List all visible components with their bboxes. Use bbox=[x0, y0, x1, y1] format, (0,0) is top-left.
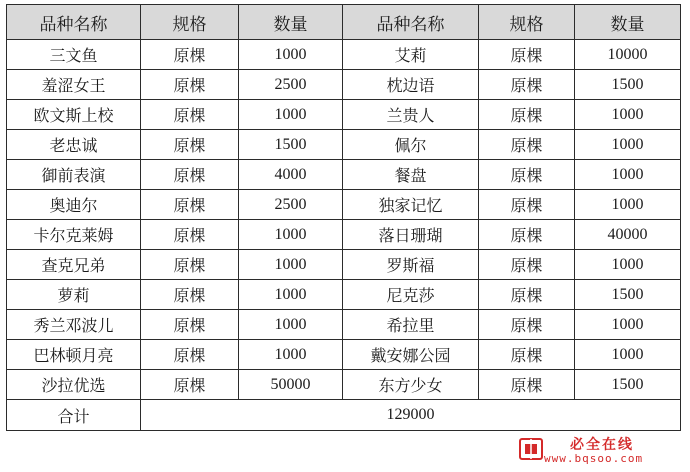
table-row bbox=[7, 340, 681, 370]
variety-name-cell: 卡尔克莱姆 bbox=[7, 220, 141, 250]
header-row bbox=[7, 5, 681, 40]
variety-name-cell: 东方少女 bbox=[343, 370, 479, 400]
spec-cell: 原棵 bbox=[479, 70, 575, 100]
quantity-cell: 1000 bbox=[239, 40, 343, 70]
quantity-cell: 1000 bbox=[575, 190, 681, 220]
quantity-cell: 1000 bbox=[239, 100, 343, 130]
total-value: 129000 bbox=[141, 400, 681, 431]
variety-name-cell: 秀兰邓波儿 bbox=[7, 310, 141, 340]
spec-cell: 原棵 bbox=[141, 340, 239, 370]
variety-name-cell: 枕边语 bbox=[343, 70, 479, 100]
quantity-cell: 1000 bbox=[575, 340, 681, 370]
quantity-cell: 1000 bbox=[239, 280, 343, 310]
quantity-cell: 1000 bbox=[239, 220, 343, 250]
quantity-cell: 40000 bbox=[575, 220, 681, 250]
spec-cell: 原棵 bbox=[141, 310, 239, 340]
variety-name-cell: 萝莉 bbox=[7, 280, 141, 310]
variety-name-cell: 罗斯福 bbox=[343, 250, 479, 280]
quantity-cell: 1500 bbox=[239, 130, 343, 160]
spec-cell: 原棵 bbox=[479, 130, 575, 160]
quantity-cell: 2500 bbox=[239, 70, 343, 100]
spec-cell: 原棵 bbox=[141, 160, 239, 190]
quantity-cell: 10000 bbox=[575, 40, 681, 70]
variety-name-cell: 欧文斯上校 bbox=[7, 100, 141, 130]
variety-name-cell: 艾莉 bbox=[343, 40, 479, 70]
variety-name-cell: 三文鱼 bbox=[7, 40, 141, 70]
variety-name-cell: 尼克莎 bbox=[343, 280, 479, 310]
quantity-cell: 4000 bbox=[239, 160, 343, 190]
variety-name-cell: 奥迪尔 bbox=[7, 190, 141, 220]
table-row bbox=[7, 70, 681, 100]
quantity-cell: 1000 bbox=[575, 310, 681, 340]
table-row bbox=[7, 100, 681, 130]
spec-cell: 原棵 bbox=[141, 280, 239, 310]
spec-cell: 原棵 bbox=[479, 40, 575, 70]
header-spec-left: 规格 bbox=[141, 5, 239, 40]
spec-cell: 原棵 bbox=[479, 160, 575, 190]
variety-name-cell: 查克兄弟 bbox=[7, 250, 141, 280]
table-row bbox=[7, 220, 681, 250]
quantity-cell: 2500 bbox=[239, 190, 343, 220]
header-quantity-right: 数量 bbox=[575, 5, 681, 40]
variety-name-cell: 戴安娜公园 bbox=[343, 340, 479, 370]
header-quantity-left: 数量 bbox=[239, 5, 343, 40]
table-row bbox=[7, 160, 681, 190]
watermark-url: www.bqsoo.com bbox=[544, 452, 644, 465]
variety-name-cell: 独家记忆 bbox=[343, 190, 479, 220]
table-row bbox=[7, 190, 681, 220]
header-variety-name-left: 品种名称 bbox=[7, 5, 141, 40]
quantity-cell: 1000 bbox=[575, 130, 681, 160]
quantity-cell: 50000 bbox=[239, 370, 343, 400]
spec-cell: 原棵 bbox=[141, 370, 239, 400]
spec-cell: 原棵 bbox=[141, 130, 239, 160]
table-row bbox=[7, 250, 681, 280]
variety-name-cell: 兰贵人 bbox=[343, 100, 479, 130]
spec-cell: 原棵 bbox=[479, 220, 575, 250]
quantity-cell: 1000 bbox=[575, 160, 681, 190]
spec-cell: 原棵 bbox=[479, 250, 575, 280]
spec-cell: 原棵 bbox=[479, 190, 575, 220]
spec-cell: 原棵 bbox=[479, 280, 575, 310]
spec-cell: 原棵 bbox=[141, 220, 239, 250]
spec-cell: 原棵 bbox=[141, 250, 239, 280]
spec-cell: 原棵 bbox=[141, 100, 239, 130]
total-label: 合计 bbox=[7, 400, 141, 431]
header-spec-right: 规格 bbox=[479, 5, 575, 40]
variety-name-cell: 落日珊瑚 bbox=[343, 220, 479, 250]
variety-name-cell: 佩尔 bbox=[343, 130, 479, 160]
variety-name-cell: 希拉里 bbox=[343, 310, 479, 340]
table-row bbox=[7, 310, 681, 340]
book-logo-icon bbox=[518, 436, 544, 462]
variety-name-cell: 巴林顿月亮 bbox=[7, 340, 141, 370]
header-variety-name-right: 品种名称 bbox=[343, 5, 479, 40]
quantity-cell: 1500 bbox=[575, 70, 681, 100]
spec-cell: 原棵 bbox=[479, 310, 575, 340]
table-row bbox=[7, 370, 681, 400]
quantity-cell: 1000 bbox=[575, 100, 681, 130]
variety-table-container bbox=[6, 4, 680, 431]
table-row bbox=[7, 280, 681, 310]
spec-cell: 原棵 bbox=[141, 70, 239, 100]
quantity-cell: 1500 bbox=[575, 280, 681, 310]
variety-name-cell: 羞涩女王 bbox=[7, 70, 141, 100]
quantity-cell: 1000 bbox=[575, 250, 681, 280]
quantity-cell: 1000 bbox=[239, 310, 343, 340]
variety-name-cell: 御前表演 bbox=[7, 160, 141, 190]
table-body bbox=[7, 40, 681, 431]
spec-cell: 原棵 bbox=[141, 40, 239, 70]
variety-name-cell: 老忠诚 bbox=[7, 130, 141, 160]
watermark bbox=[518, 434, 668, 468]
quantity-cell: 1000 bbox=[239, 340, 343, 370]
table-row bbox=[7, 130, 681, 160]
variety-name-cell: 沙拉优选 bbox=[7, 370, 141, 400]
spec-cell: 原棵 bbox=[141, 190, 239, 220]
quantity-cell: 1500 bbox=[575, 370, 681, 400]
variety-name-cell: 餐盘 bbox=[343, 160, 479, 190]
spec-cell: 原棵 bbox=[479, 340, 575, 370]
spec-cell: 原棵 bbox=[479, 100, 575, 130]
watermark-title: 必全在线 bbox=[570, 437, 634, 453]
total-row bbox=[7, 400, 681, 431]
variety-table bbox=[6, 4, 681, 431]
table-row bbox=[7, 40, 681, 70]
spec-cell: 原棵 bbox=[479, 370, 575, 400]
quantity-cell: 1000 bbox=[239, 250, 343, 280]
